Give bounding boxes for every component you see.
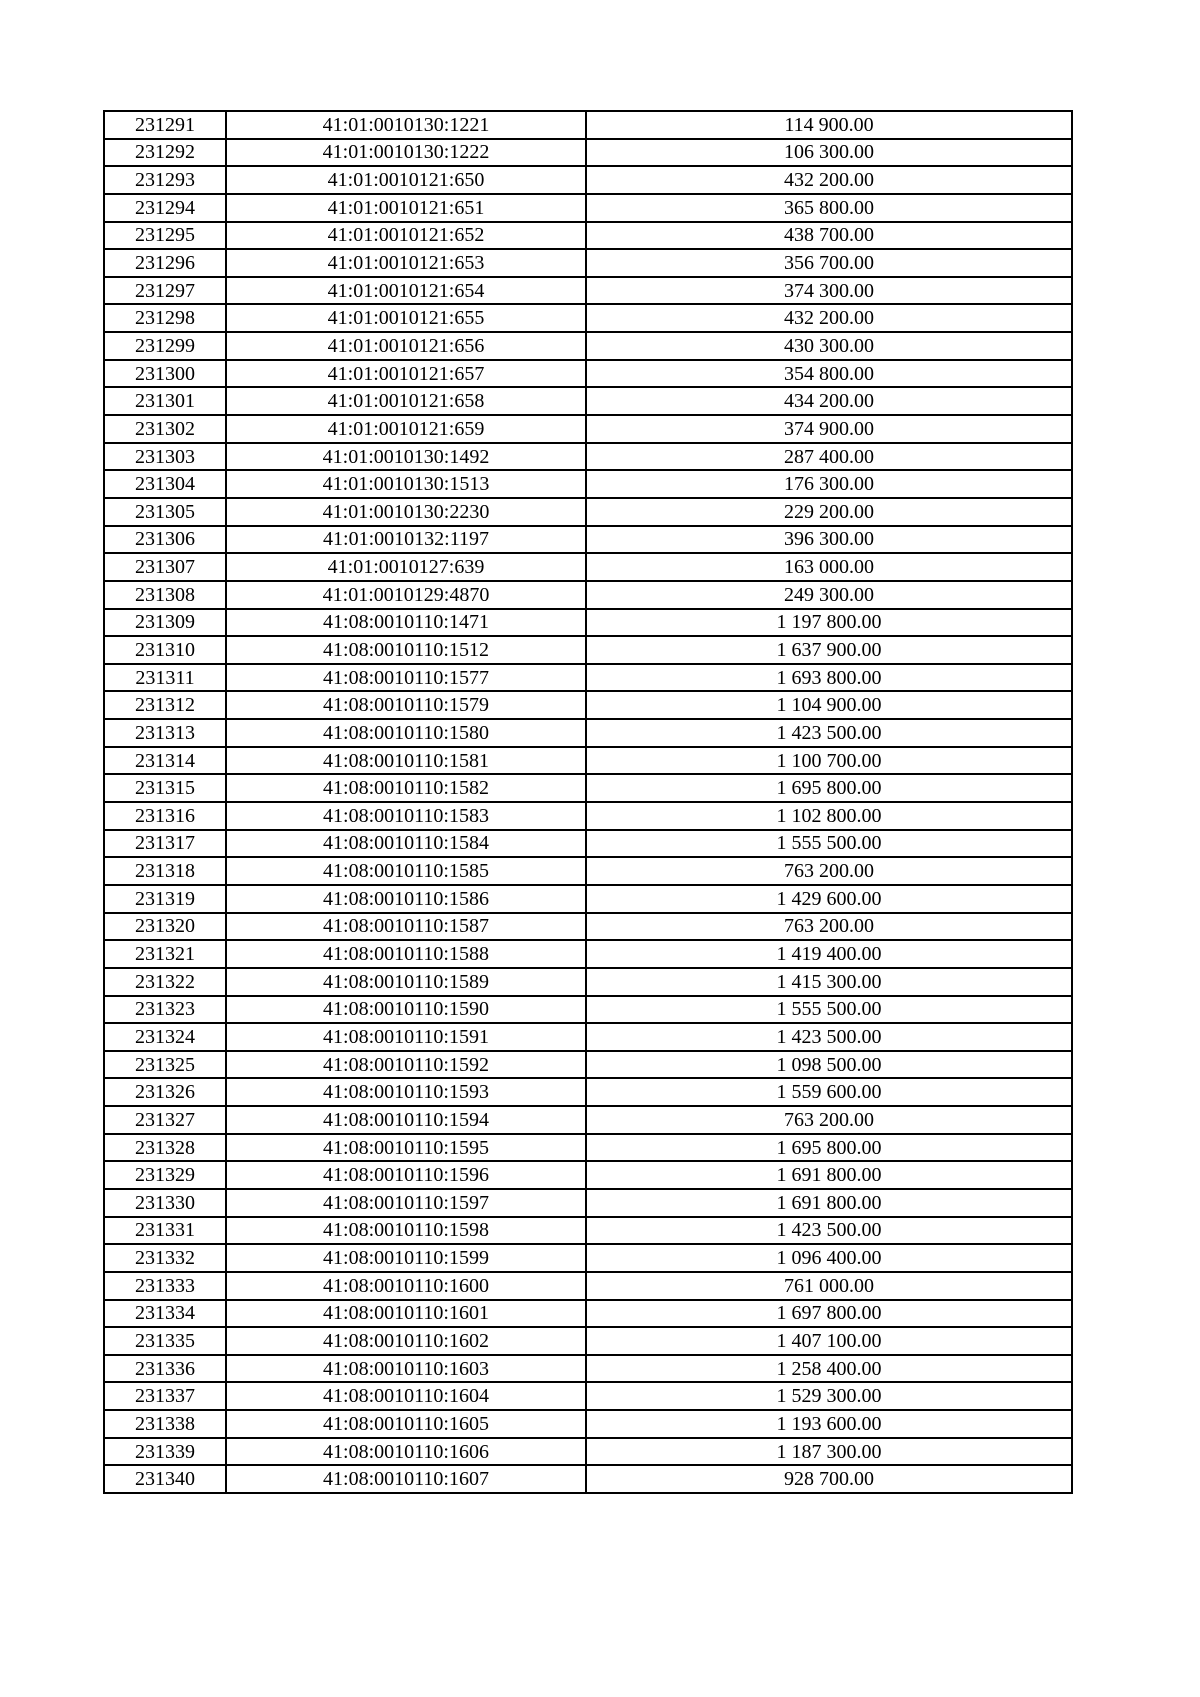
cadastral-value-cell: 249 300.00 [586,581,1072,609]
cadastral-value-cell: 287 400.00 [586,443,1072,471]
cadastral-number-cell: 41:08:0010110:1589 [226,968,586,996]
table-row [104,360,1072,388]
table-row [104,719,1072,747]
cadastral-value-cell: 114 900.00 [586,111,1072,139]
cadastral-number-cell: 41:08:0010110:1586 [226,885,586,913]
cadastral-number-cell: 41:08:0010110:1588 [226,940,586,968]
table-row [104,581,1072,609]
table-row [104,664,1072,692]
cadastral-number-cell: 41:01:0010121:659 [226,415,586,443]
table-row [104,802,1072,830]
cadastral-number-cell: 41:01:0010121:653 [226,249,586,277]
cadastral-value-cell: 434 200.00 [586,387,1072,415]
cadastral-number-cell: 41:01:0010121:652 [226,222,586,250]
cadastral-value-cell: 763 200.00 [586,857,1072,885]
cadastral-number-cell: 41:01:0010121:656 [226,332,586,360]
row-number-cell: 231300 [104,360,226,388]
table-row [104,553,1072,581]
table-row [104,387,1072,415]
cadastral-number-cell: 41:08:0010110:1606 [226,1438,586,1466]
table-row [104,498,1072,526]
cadastral-value-cell: 1 695 800.00 [586,774,1072,802]
row-number-cell: 231313 [104,719,226,747]
cadastral-number-cell: 41:01:0010132:1197 [226,526,586,554]
cadastral-value-cell: 432 200.00 [586,304,1072,332]
cadastral-number-cell: 41:08:0010110:1607 [226,1465,586,1493]
row-number-cell: 231297 [104,277,226,305]
row-number-cell: 231340 [104,1465,226,1493]
cadastral-value-cell: 106 300.00 [586,139,1072,167]
cadastral-value-cell: 1 407 100.00 [586,1327,1072,1355]
table-row [104,1244,1072,1272]
table-row [104,609,1072,637]
table-row [104,304,1072,332]
table-row [104,415,1072,443]
row-number-cell: 231312 [104,691,226,719]
cadastral-number-cell: 41:01:0010130:1222 [226,139,586,167]
row-number-cell: 231306 [104,526,226,554]
cadastral-value-cell: 1 100 700.00 [586,747,1072,775]
row-number-cell: 231334 [104,1300,226,1328]
row-number-cell: 231335 [104,1327,226,1355]
cadastral-value-cell: 1 415 300.00 [586,968,1072,996]
cadastral-value-cell: 430 300.00 [586,332,1072,360]
cadastral-value-cell: 1 637 900.00 [586,636,1072,664]
cadastral-number-cell: 41:01:0010130:1221 [226,111,586,139]
table-row [104,885,1072,913]
table-row [104,1106,1072,1134]
row-number-cell: 231326 [104,1078,226,1106]
table-row [104,1438,1072,1466]
row-number-cell: 231295 [104,222,226,250]
cadastral-value-cell: 163 000.00 [586,553,1072,581]
table-row [104,1410,1072,1438]
table-row [104,194,1072,222]
cadastral-value-cell: 928 700.00 [586,1465,1072,1493]
row-number-cell: 231314 [104,747,226,775]
row-number-cell: 231315 [104,774,226,802]
cadastral-number-cell: 41:01:0010127:639 [226,553,586,581]
cadastral-value-cell: 396 300.00 [586,526,1072,554]
cadastral-number-cell: 41:08:0010110:1587 [226,913,586,941]
row-number-cell: 231293 [104,166,226,194]
cadastral-value-cell: 374 300.00 [586,277,1072,305]
row-number-cell: 231308 [104,581,226,609]
cadastral-number-cell: 41:08:0010110:1605 [226,1410,586,1438]
cadastral-number-cell: 41:01:0010121:650 [226,166,586,194]
cadastral-number-cell: 41:08:0010110:1594 [226,1106,586,1134]
row-number-cell: 231336 [104,1355,226,1383]
cadastral-number-cell: 41:01:0010130:2230 [226,498,586,526]
cadastral-number-cell: 41:08:0010110:1603 [226,1355,586,1383]
table-row [104,470,1072,498]
cadastral-value-cell: 1 691 800.00 [586,1189,1072,1217]
row-number-cell: 231329 [104,1161,226,1189]
row-number-cell: 231307 [104,553,226,581]
cadastral-value-cell: 1 104 900.00 [586,691,1072,719]
table-row [104,1051,1072,1079]
cadastral-value-cell: 374 900.00 [586,415,1072,443]
cadastral-value-cell: 1 187 300.00 [586,1438,1072,1466]
row-number-cell: 231304 [104,470,226,498]
cadastral-value-cell: 1 693 800.00 [586,664,1072,692]
table-row [104,1217,1072,1245]
cadastral-value-cell: 432 200.00 [586,166,1072,194]
row-number-cell: 231294 [104,194,226,222]
table-row [104,277,1072,305]
cadastral-number-cell: 41:08:0010110:1600 [226,1272,586,1300]
row-number-cell: 231301 [104,387,226,415]
row-number-cell: 231338 [104,1410,226,1438]
cadastral-number-cell: 41:08:0010110:1591 [226,1023,586,1051]
row-number-cell: 231309 [104,609,226,637]
cadastral-number-cell: 41:08:0010110:1597 [226,1189,586,1217]
row-number-cell: 231337 [104,1382,226,1410]
table-row [104,249,1072,277]
row-number-cell: 231331 [104,1217,226,1245]
row-number-cell: 231298 [104,304,226,332]
table-row [104,774,1072,802]
row-number-cell: 231325 [104,1051,226,1079]
cadastral-value-cell: 365 800.00 [586,194,1072,222]
table-row [104,139,1072,167]
table-row [104,1382,1072,1410]
table-body [104,111,1072,1493]
table-row [104,111,1072,139]
cadastral-value-table [103,110,1073,1494]
row-number-cell: 231324 [104,1023,226,1051]
cadastral-value-cell: 1 555 500.00 [586,996,1072,1024]
table-row [104,1272,1072,1300]
cadastral-number-cell: 41:08:0010110:1512 [226,636,586,664]
cadastral-number-cell: 41:08:0010110:1593 [226,1078,586,1106]
cadastral-value-cell: 1 423 500.00 [586,1217,1072,1245]
cadastral-value-cell: 356 700.00 [586,249,1072,277]
table-row [104,968,1072,996]
cadastral-number-cell: 41:01:0010130:1492 [226,443,586,471]
row-number-cell: 231302 [104,415,226,443]
cadastral-value-cell: 438 700.00 [586,222,1072,250]
cadastral-number-cell: 41:08:0010110:1592 [226,1051,586,1079]
row-number-cell: 231327 [104,1106,226,1134]
cadastral-number-cell: 41:08:0010110:1595 [226,1134,586,1162]
cadastral-value-cell: 354 800.00 [586,360,1072,388]
row-number-cell: 231296 [104,249,226,277]
table-row [104,1161,1072,1189]
cadastral-value-cell: 1 096 400.00 [586,1244,1072,1272]
table-row [104,830,1072,858]
cadastral-number-cell: 41:08:0010110:1583 [226,802,586,830]
row-number-cell: 231303 [104,443,226,471]
cadastral-number-cell: 41:08:0010110:1601 [226,1300,586,1328]
row-number-cell: 231318 [104,857,226,885]
table-row [104,222,1072,250]
table-row [104,332,1072,360]
row-number-cell: 231330 [104,1189,226,1217]
cadastral-number-cell: 41:01:0010121:655 [226,304,586,332]
table-row [104,526,1072,554]
cadastral-value-cell: 1 419 400.00 [586,940,1072,968]
cadastral-number-cell: 41:08:0010110:1602 [226,1327,586,1355]
table-row [104,857,1072,885]
cadastral-value-cell: 176 300.00 [586,470,1072,498]
cadastral-number-cell: 41:08:0010110:1598 [226,1217,586,1245]
cadastral-number-cell: 41:08:0010110:1599 [226,1244,586,1272]
table-row [104,443,1072,471]
cadastral-number-cell: 41:01:0010121:657 [226,360,586,388]
table-row [104,166,1072,194]
table-row [104,940,1072,968]
cadastral-number-cell: 41:08:0010110:1577 [226,664,586,692]
cadastral-value-cell: 1 102 800.00 [586,802,1072,830]
cadastral-value-cell: 1 193 600.00 [586,1410,1072,1438]
table-row [104,747,1072,775]
table-row [104,1023,1072,1051]
cadastral-value-cell: 1 695 800.00 [586,1134,1072,1162]
cadastral-number-cell: 41:01:0010129:4870 [226,581,586,609]
cadastral-value-cell: 1 098 500.00 [586,1051,1072,1079]
row-number-cell: 231321 [104,940,226,968]
row-number-cell: 231292 [104,139,226,167]
table-row [104,996,1072,1024]
row-number-cell: 231339 [104,1438,226,1466]
table-row [104,1189,1072,1217]
cadastral-number-cell: 41:08:0010110:1585 [226,857,586,885]
row-number-cell: 231310 [104,636,226,664]
row-number-cell: 231305 [104,498,226,526]
cadastral-value-cell: 1 529 300.00 [586,1382,1072,1410]
row-number-cell: 231320 [104,913,226,941]
cadastral-value-cell: 1 423 500.00 [586,719,1072,747]
cadastral-value-cell: 1 559 600.00 [586,1078,1072,1106]
table-row [104,1465,1072,1493]
table-row [104,1300,1072,1328]
row-number-cell: 231316 [104,802,226,830]
cadastral-number-cell: 41:01:0010130:1513 [226,470,586,498]
cadastral-value-cell: 1 429 600.00 [586,885,1072,913]
cadastral-value-cell: 1 197 800.00 [586,609,1072,637]
cadastral-number-cell: 41:08:0010110:1581 [226,747,586,775]
row-number-cell: 231322 [104,968,226,996]
cadastral-number-cell: 41:01:0010121:654 [226,277,586,305]
cadastral-number-cell: 41:08:0010110:1584 [226,830,586,858]
cadastral-number-cell: 41:08:0010110:1582 [226,774,586,802]
table-row [104,1355,1072,1383]
row-number-cell: 231299 [104,332,226,360]
cadastral-value-cell: 1 423 500.00 [586,1023,1072,1051]
cadastral-number-cell: 41:08:0010110:1471 [226,609,586,637]
table-row [104,1134,1072,1162]
row-number-cell: 231311 [104,664,226,692]
cadastral-value-cell: 763 200.00 [586,1106,1072,1134]
row-number-cell: 231291 [104,111,226,139]
cadastral-value-cell: 1 691 800.00 [586,1161,1072,1189]
cadastral-number-cell: 41:01:0010121:658 [226,387,586,415]
cadastral-number-cell: 41:08:0010110:1590 [226,996,586,1024]
cadastral-value-cell: 1 258 400.00 [586,1355,1072,1383]
table-row [104,691,1072,719]
row-number-cell: 231332 [104,1244,226,1272]
cadastral-value-cell: 761 000.00 [586,1272,1072,1300]
cadastral-value-cell: 229 200.00 [586,498,1072,526]
row-number-cell: 231319 [104,885,226,913]
cadastral-number-cell: 41:08:0010110:1604 [226,1382,586,1410]
row-number-cell: 231317 [104,830,226,858]
table-row [104,1078,1072,1106]
cadastral-number-cell: 41:01:0010121:651 [226,194,586,222]
cadastral-number-cell: 41:08:0010110:1580 [226,719,586,747]
cadastral-number-cell: 41:08:0010110:1596 [226,1161,586,1189]
cadastral-value-cell: 1 697 800.00 [586,1300,1072,1328]
row-number-cell: 231328 [104,1134,226,1162]
cadastral-value-cell: 1 555 500.00 [586,830,1072,858]
row-number-cell: 231333 [104,1272,226,1300]
cadastral-number-cell: 41:08:0010110:1579 [226,691,586,719]
table-row [104,913,1072,941]
table-row [104,636,1072,664]
table-row [104,1327,1072,1355]
row-number-cell: 231323 [104,996,226,1024]
cadastral-value-cell: 763 200.00 [586,913,1072,941]
